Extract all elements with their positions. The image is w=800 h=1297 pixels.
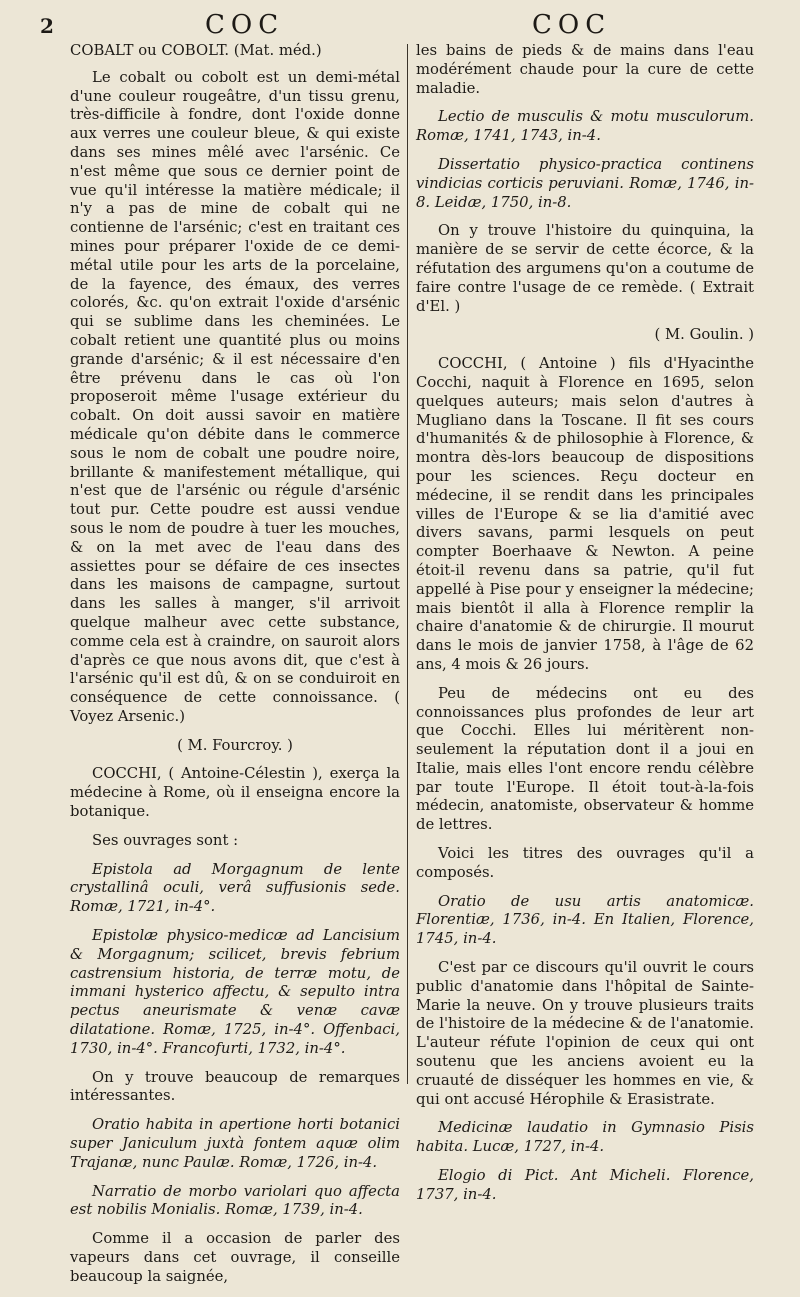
connoissances-paragraph: Peu de médecins ont eu des connoissances plus profondes de leur art que Cocchi. Elles lui méritèrent non-seulement la réputation dont il a joui en Italie, mais elles l'ont encore rendu célèbre par toute l'Europe. Il étoit tout-à-la-fois médecin, anatomiste, observateur & homme de lettres. [416,684,754,834]
signature-goulin: ( M. Goulin. ) [654,326,754,344]
running-head-right: COC [532,10,612,40]
titres-paragraph: Voici les titres des ouvrages qu'il a composés. [416,845,754,881]
work-lectio-musculis: Lectio de musculis & motu musculorum. Romæ, 1741, 1743, in-4. [416,108,754,145]
running-head-left: COC [205,10,285,40]
work-oratio-anatomicae: Oratio de usu artis anatomicæ. Florentiæ, 1736, in-4. En Italien, Florence, 1745, in-4. [416,892,754,948]
remarks-paragraph: On y trouve beaucoup de remarques intéressantes. [70,1068,400,1105]
work-epistolae-physico-medicae: Epistolæ physico-medicæ ad Lancisium & Morgagnum; scilicet, brevis febrium castrensium historia, de terræ motu, de immani hysterico affectu, & sepulto intra pectus aneurismate & venæ cavæ dilatatione. Romæ, 1725, in-4°. Offenbaci, 1730, in-4°. Francofurti, 1732, in-4°. [70,927,400,1057]
work-narratio-variolari: Narratio de morbo variolari quo affecta est nobilis Monialis. Romæ, 1739, in-4. [70,1182,400,1219]
work-dissertatio-cortex: Dissertatio physico-practica continens vindicias corticis peruviani. Romæ, 1746, in-8. Leidæ, 1750, in-8. [416,155,754,211]
page-number: 2 [40,14,54,38]
work-epistola-morgagnum: Epistola ad Morgagnum de lente crystallinâ oculi, verâ suffusionis sede. Romæ, 1721, in-4°. [70,860,400,916]
discours-paragraph: C'est par ce discours qu'il ouvrit le cours public d'anatomie dans l'hôpital de Sainte-Marie la neuve. On y trouve plusieurs traits de l'histoire de la médecine & de l'anatomie. L'auteur réfute l'opinion de ceux qui ont soutenu que les anciens avoient eu la cruauté de disséquer les hommes en vie, & qui ont accusé Hérophile & Erasistrate. [416,959,754,1108]
vapeurs-paragraph: Comme il a occasion de parler des vapeurs dans cet ouvrage, il conseille beaucoup la saignée, [70,1230,400,1285]
quinquina-paragraph: On y trouve l'histoire du quinquina, la manière de se servir de cette écorce, & la réfutation des argumens qu'on a coutume de faire contre l'usage de ce remède. ( Extrait d'El. ) [416,222,754,315]
bains-paragraph: les bains de pieds & de mains dans l'eau modérément chaude pour la cure de cette maladie. [416,42,754,97]
work-elogio-micheli: Elogio di Pict. Ant Micheli. Florence, 1737, in-4. [416,1167,754,1203]
column-divider [407,44,408,1084]
work-oratio-horti: Oratio habita in apertione horti botanici super Janiculum juxtà fontem aquæ olim Trajanæ, nunc Paulæ. Romæ, 1726, in-4. [70,1116,400,1171]
works-heading: Ses ouvrages sont : [92,831,239,849]
right-column [416,42,754,1215]
entry-title-cobalt: COBALT ou COBOLT. (Mat. méd.) [70,42,322,59]
cocchi-celestin-paragraph: COCCHI, ( Antoine-Célestin ), exerça la médecine à Rome, où il enseigna encore la botanique. [70,765,400,821]
cocchi-antoine-paragraph: COCCHI, ( Antoine ) fils d'Hyacinthe Cocchi, naquit à Florence en 1695, selon quelques auteurs; mais selon d'autres à Mugliano dans la Toscane. Il fit ses cours d'humanités & de philosophie à Florence, & montra dès-lors beaucoup de dispositions pour les sciences. Reçu docteur en médecine, il se rendit dans les principales villes de l'Europe & se lia d'amitié avec divers savans, parmi lesquels on peut compter Boerhaave & Newton. A peine étoit-il revenu dans sa patrie, qu'il fut appellé à Pise pour y enseigner la médecine; mais bientôt il alla à Florence remplir la chaire d'anatomie & de chirurgie. Il mourut dans le mois de janvier 1758, à l'âge de 62 ans, 4 mois & 26 jours. [416,355,754,673]
cobalt-paragraph: Le cobalt ou cobolt est un demi-métal d'une couleur rougeâtre, d'un tissu grenu, très-difficile à fondre, dont l'oxide donne aux verres une couleur bleue, & qui existe dans ses mines mêlé avec l'arsénic. Ce n'est même que sous ce dernier point de vue qu'il intéresse la matière médicale; il n'y a pas de mine de cobalt qui ne contienne de l'arsénic; c'est en traitant ces mines pour préparer l'oxide de ce demi-métal utile pour les arts de la porcelaine, de la fayence, des émaux, des verres colorés, &c. qu'on extrait l'oxide d'arsénic qui se sublime dans les cheminées. Le cobalt retient une quantité plus ou moins grande d'arsénic; & il est nécessaire d'en être prévenu dans le cas où l'on proposeroit même l'usage extérieur du cobalt. On doit aussi savoir en matière médicale qu'on débite dans le commerce sous le nom de cobalt une poudre noire, brillante & manifestement métallique, qui n'est que de l'arsénic ou régule d'arsénic tout pur. Cette poudre est aussi vendue sous le nom de poudre à tuer les mouches, & on la met avec de l'eau dans des assiettes pour se défaire de ces insectes dans les maisons de campagne, surtout dans les salles à manger, s'il arrivoit quelque malheur avec cette substance, comme cela est à craindre, on sauroit alors d'après ce que nous avons dit, que c'est à l'arsénic qu'il est dû, & on se conduiroit en conséquence de cette connoissance. ( Voyez Arsenic.) [70,68,400,725]
left-column [70,42,400,1297]
signature-fourcroy: ( M. Fourcroy. ) [177,736,293,754]
work-medicinae-laudatio: Medicinæ laudatio in Gymnasio Pisis habita. Lucæ, 1727, in-4. [416,1119,754,1156]
